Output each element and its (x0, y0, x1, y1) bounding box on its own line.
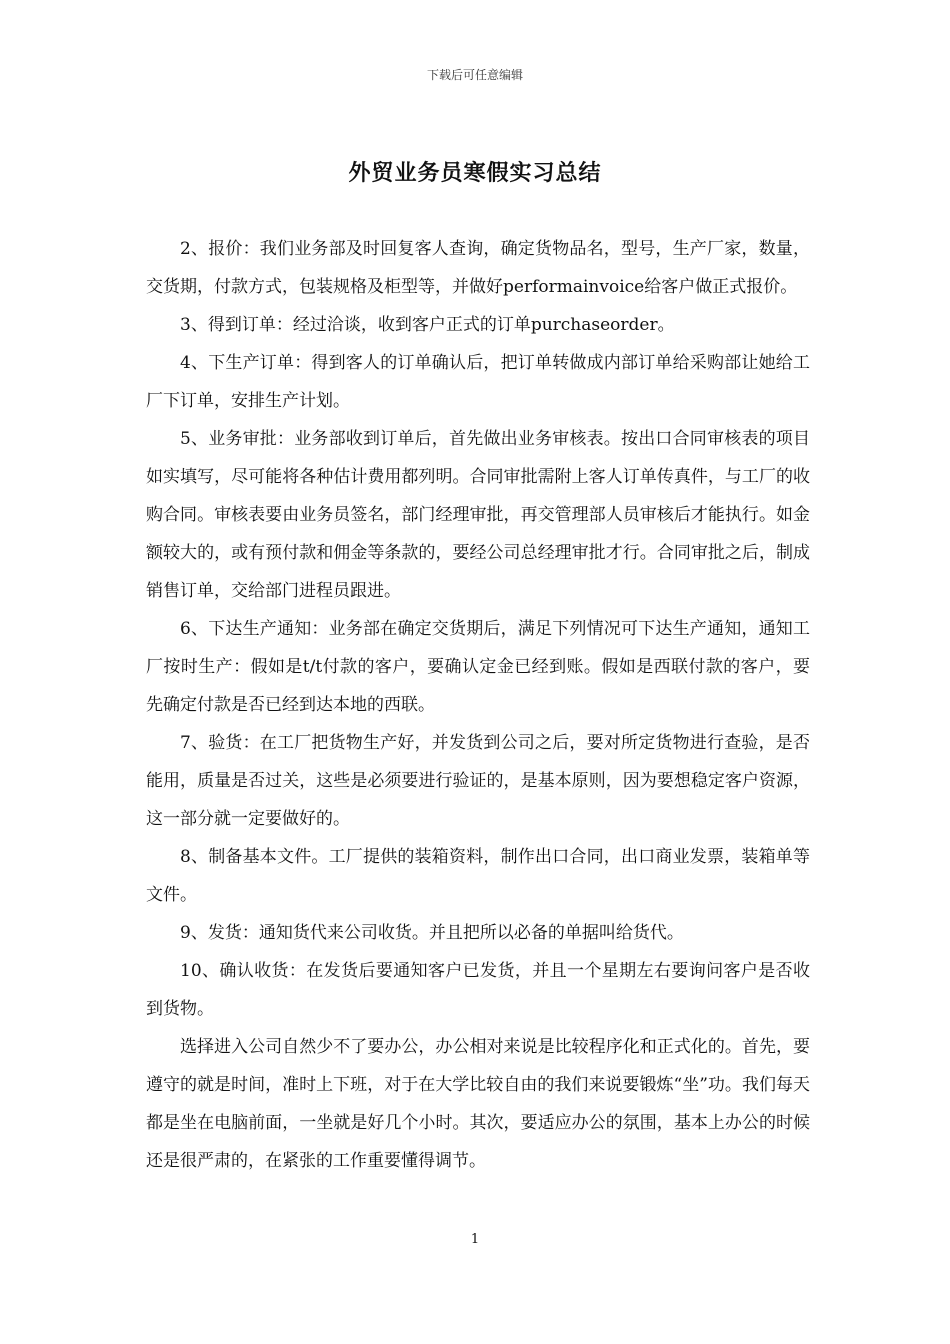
page-number: 1 (470, 1232, 480, 1247)
paragraph-business-approval: 5、业务审批：业务部收到订单后，首先做出业务审核表。按出口合同审核表的项目如实填写，尽可能将各种估计费用都列明。合同审批需附上客人订单传真件，与工厂的收购合同。审核表要由业务员签名，部门经理审批，再交管理部人员审核后才能执行。如金额较大的，或有预付款和佣金等条款的，要经公司总经理审批才行。合同审批之后，制成销售订单，交给部门进程员跟进。 (146, 429, 810, 601)
paragraph-office-work: 选择进入公司自然少不了要办公，办公相对来说是比较程序化和正式化的。首先，要遵守的就是时间，准时上下班，对于在大学比较自由的我们来说要锻炼“坐”功。我们每天都是坐在电脑前面，一坐就是好几个小时。其次，要适应办公的氛围，基本上办公的时候还是很严肃的，在紧张的工作重要懂得调节。 (146, 1037, 810, 1171)
document-title: 外贸业务员寒假实习总结 (348, 160, 602, 186)
paragraph-documents: 8、制备基本文件。工厂提供的装箱资料，制作出口合同，出口商业发票，装箱单等文件。 (146, 847, 810, 905)
document-body (146, 230, 810, 1180)
paragraph-inspection: 7、验货：在工厂把货物生产好，并发货到公司之后，要对所定货物进行查验，是否能用，质量是否过关，这些是必须要进行验证的，是基本原则，因为要想稳定客户资源，这一部分就一定要做好的。 (146, 733, 810, 829)
paragraph-production-notice: 6、下达生产通知：业务部在确定交货期后，满足下列情况可下达生产通知，通知工厂按时生产：假如是t/t付款的客户，要确认定金已经到账。假如是西联付款的客户，要先确定付款是否已经到达本地的西联。 (146, 619, 810, 715)
page-header: 下载后可任意编辑 (426, 68, 523, 82)
paragraph-shipping: 9、发货：通知货代来公司收货。并且把所以必备的单据叫给货代。 (180, 923, 684, 943)
paragraph-quotation: 2、报价：我们业务部及时回复客人查询，确定货物品名，型号，生产厂家，数量，交货期，付款方式，包装规格及柜型等，并做好performainvoice给客户做正式报价。 (146, 239, 810, 297)
paragraph-order-received: 3、得到订单：经过洽谈，收到客户正式的订单purchaseorder。 (180, 315, 675, 335)
paragraph-production-order: 4、下生产订单：得到客人的订单确认后，把订单转做成内部订单给采购部让她给工厂下订单，安排生产计划。 (146, 353, 810, 411)
paragraph-receipt-confirmation: 10、确认收货：在发货后要通知客户已发货，并且一个星期左右要询问客户是否收到货物。 (146, 961, 810, 1019)
